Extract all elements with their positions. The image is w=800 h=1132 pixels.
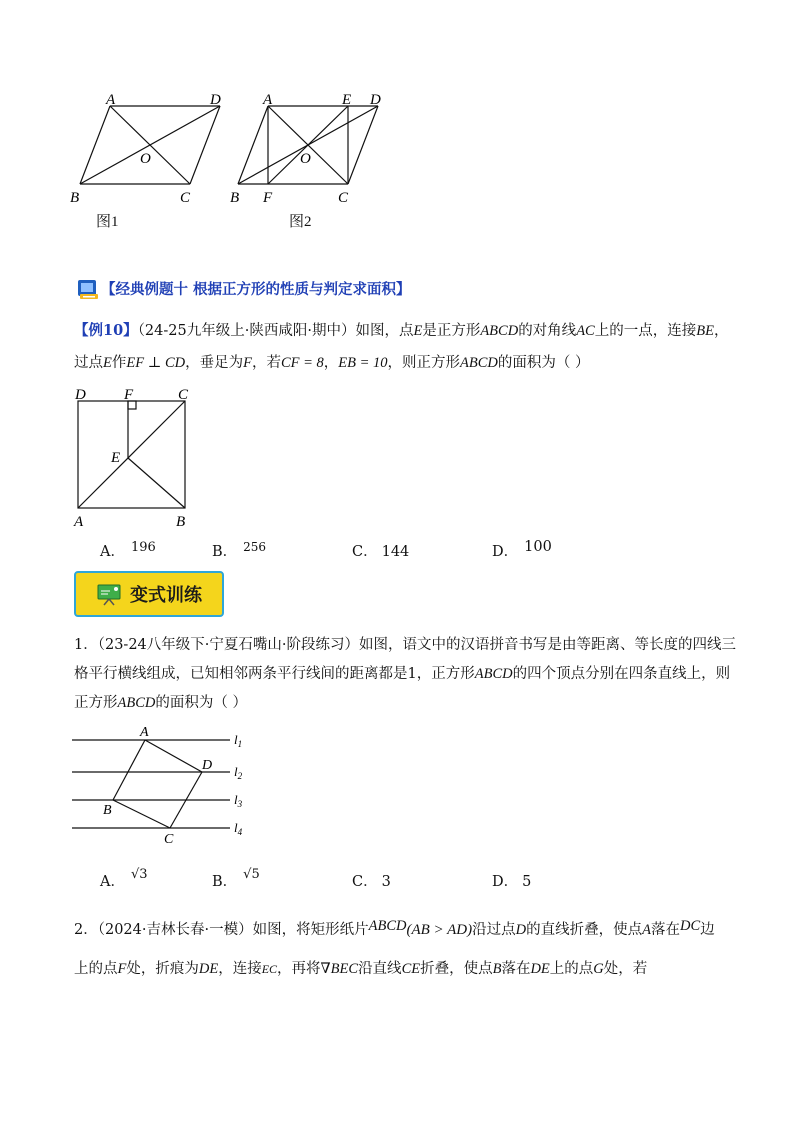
label-C: C	[178, 387, 189, 403]
label-A: A	[263, 92, 273, 108]
label-B: B	[230, 190, 240, 206]
label-A: A	[74, 514, 84, 530]
question-2-line-1: 2．（2024·吉林长春·一模）如图，将矩形纸片ABCD(AB > AD)沿过点D的直线折叠，使点A落在DC边	[74, 918, 715, 938]
label-E: E	[342, 92, 352, 108]
figure-2-parallelogram	[225, 90, 395, 215]
label-l2: $l_2$	[234, 764, 243, 781]
label-D: D	[75, 387, 86, 403]
label-B: B	[103, 803, 112, 818]
label-F: F	[124, 387, 134, 403]
presentation-board-icon	[96, 582, 122, 606]
label-F: F	[263, 190, 273, 206]
label-A: A	[140, 725, 149, 740]
example-10-square-figure	[60, 380, 210, 530]
option-a[interactable]: A． 196	[100, 540, 156, 560]
option-b[interactable]: B． $^{256}$	[212, 540, 267, 560]
label-D: D	[210, 92, 221, 108]
label-B: B	[70, 190, 80, 206]
option-d[interactable]: D． 5	[492, 874, 532, 890]
label-D: D	[202, 758, 213, 773]
variant-training-banner	[74, 571, 224, 617]
option-d[interactable]: D． 100	[492, 539, 552, 560]
label-l3: $l_3$	[234, 792, 243, 809]
banner-label: 变式训练	[130, 585, 202, 606]
book-icon	[76, 277, 100, 301]
label-D: D	[370, 92, 381, 108]
label-O: O	[140, 151, 151, 167]
example-10-line-1: 【例10】（24-25九年级上·陕西咸阳·期中）如图，点E是正方形ABCD的对角线AC上的一点，连接BE，	[74, 322, 729, 339]
option-c[interactable]: C． 144	[352, 544, 410, 560]
label-O: O	[300, 151, 311, 167]
label-C: C	[180, 190, 191, 206]
option-b[interactable]: B． √5	[212, 867, 260, 890]
label-C: C	[338, 190, 349, 206]
section-title: 【经典例题十 根据正方形的性质与判定求面积】	[101, 281, 411, 298]
label-A: A	[106, 92, 116, 108]
label-C: C	[164, 832, 174, 847]
label-l4: $l_4$	[234, 820, 243, 837]
question-2-line-2: 上的点F处，折痕为DE，连接EC，再将∇BEC沿直线CE折叠，使点B落在DE上的点G处，若	[74, 961, 648, 977]
question-1-four-line-figure	[60, 720, 260, 850]
figure-2-caption: 图2	[289, 214, 312, 230]
option-a[interactable]: A． √3	[100, 867, 148, 890]
question-1-line-3: 正方形ABCD的面积为（ ）	[74, 695, 247, 711]
label-E: E	[111, 450, 121, 466]
question-1-line-1: 1．（23-24八年级下·宁夏石嘴山·阶段练习）如图，语文中的汉语拼音书写是由等距离、等长度的四线三	[74, 637, 736, 653]
label-B: B	[176, 514, 186, 530]
figure-1-caption: 图1	[96, 214, 119, 230]
label-l1: $l_1$	[234, 732, 243, 749]
option-c[interactable]: C． 3	[352, 874, 391, 890]
example-10-line-2: 过点E作EF ⊥ CD，垂足为F，若CF = 8，EB = 10，则正方形ABCD的面积为（ ）	[74, 355, 590, 371]
figure-1-parallelogram	[60, 90, 240, 215]
question-1-line-2: 格平行横线组成，已知相邻两条平行线间的距离都是1，正方形ABCD的四个顶点分别在四条直线上，则	[74, 666, 731, 682]
